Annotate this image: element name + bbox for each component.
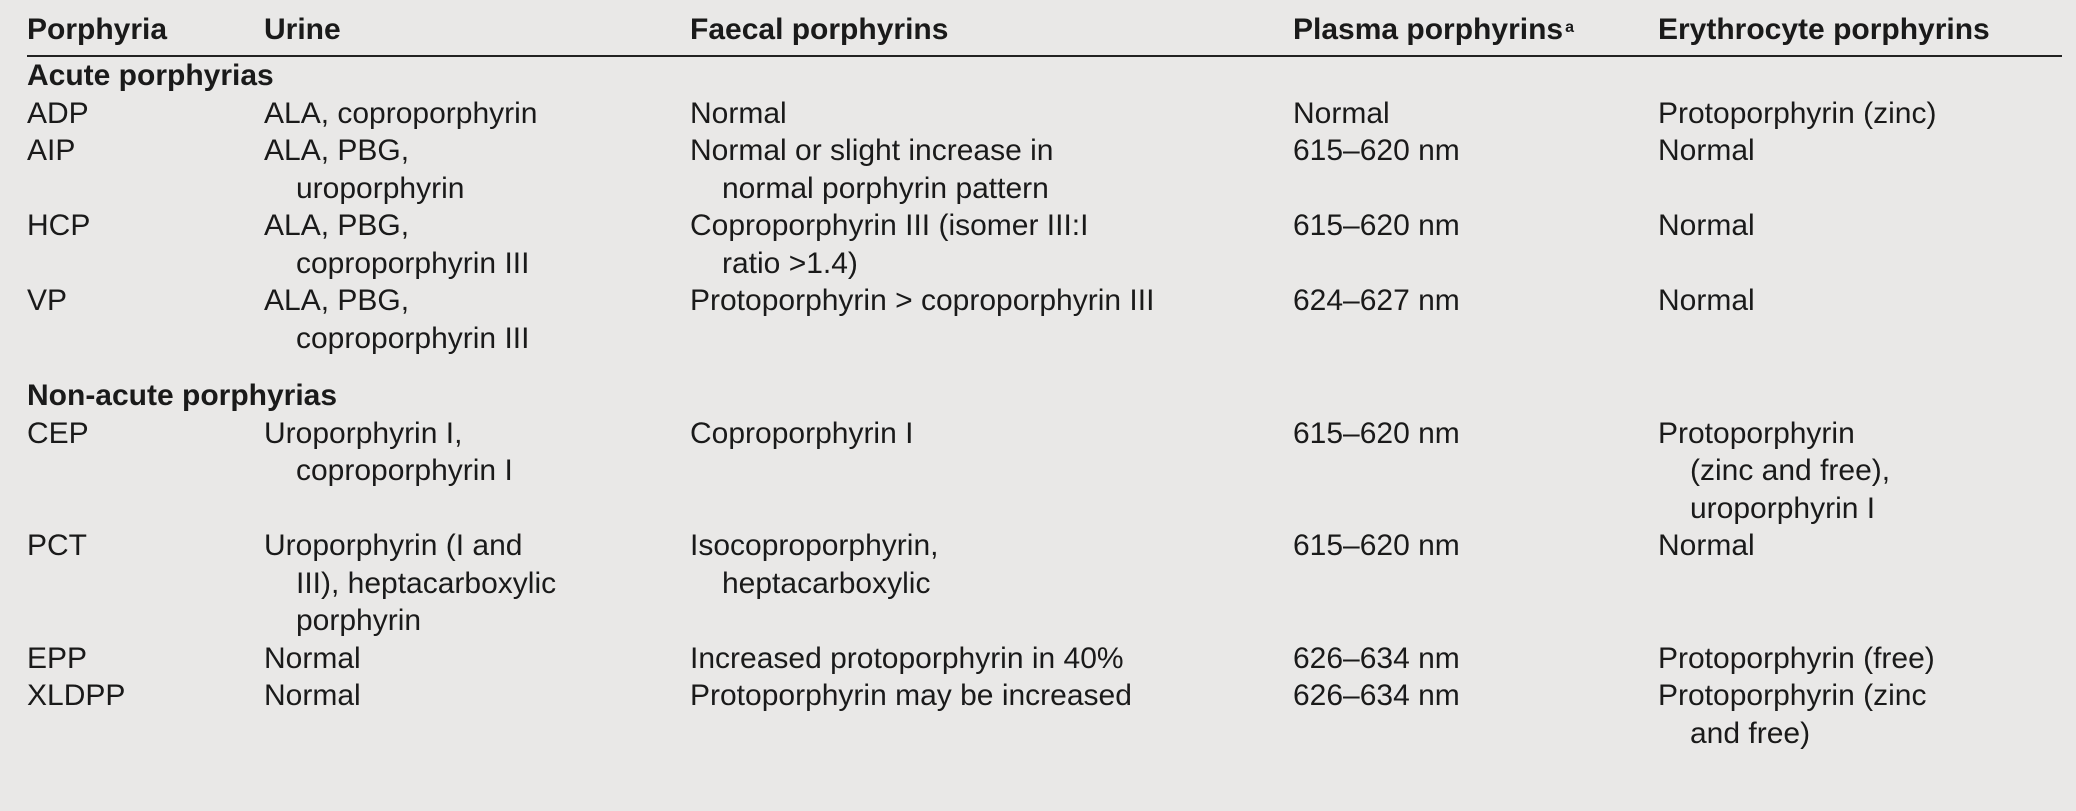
cell-faecal (690, 95, 1293, 133)
cell-urine (264, 207, 690, 282)
cell-porphyria: AIP (27, 134, 76, 167)
cell-urine (264, 640, 690, 678)
cell-urine (264, 527, 690, 640)
cell-erythrocyte (1658, 527, 2062, 640)
cell-plasma: 624–627 nm (1293, 284, 1460, 317)
porphyria-table (27, 10, 2062, 752)
cell-faecal-line: Coproporphyrin III (isomer III:I (690, 209, 1089, 242)
cell-plasma: 615–620 nm (1293, 416, 1460, 450)
cell-plasma: 615–620 nm (1293, 134, 1460, 167)
cell-faecal-line: Protoporphyrin may be increased (690, 679, 1132, 712)
cell-erythrocyte (1658, 95, 2062, 133)
table-row (27, 207, 2062, 282)
cell-urine-line: ALA, PBG, (264, 134, 410, 167)
cell-erythrocyte-line: Protoporphyrin (1658, 416, 1855, 450)
cell-porphyria: PCT (27, 529, 87, 562)
cell-erythrocyte (1658, 677, 2062, 752)
cell-faecal-line: Isocoproporphyrin, (690, 529, 939, 562)
table-body (27, 57, 2062, 752)
header-plasma (1293, 10, 1658, 55)
cell-plasma: Normal (1293, 96, 1390, 130)
cell-faecal (690, 640, 1293, 678)
cell-erythrocyte-line: Normal (1658, 134, 1755, 167)
cell-erythrocyte-line: uroporphyrin I (1690, 491, 1876, 525)
cell-urine (264, 95, 690, 133)
table-row (27, 132, 2062, 207)
cell-porphyria: CEP (27, 416, 89, 450)
cell-plasma: 615–620 nm (1293, 209, 1460, 242)
section-title: Non-acute porphyrias (27, 379, 338, 412)
cell-urine-line: Normal (264, 679, 361, 712)
cell-urine-line: III), heptacarboxylic (296, 566, 557, 600)
cell-faecal (690, 415, 1293, 528)
cell-porphyria: EPP (27, 641, 88, 675)
header-faecal: Faecal porphyrins (690, 13, 949, 46)
cell-faecal-line: normal porphyrin pattern (722, 171, 1049, 205)
cell-urine-line: uroporphyrin (296, 171, 465, 205)
table-row (27, 282, 2062, 357)
cell-plasma: 626–634 nm (1293, 641, 1460, 675)
cell-faecal-line: Protoporphyrin > coproporphyrin III (690, 284, 1155, 317)
cell-faecal (690, 132, 1293, 207)
cell-erythrocyte-line: Normal (1658, 529, 1755, 562)
cell-erythrocyte-line: and free) (1690, 716, 1811, 750)
cell-erythrocyte-line: Protoporphyrin (zinc (1658, 679, 1927, 712)
header-erythrocyte: Erythrocyte porphyrins (1658, 13, 1990, 46)
cell-urine (264, 677, 690, 752)
cell-porphyria: VP (27, 284, 68, 317)
cell-urine-line: Uroporphyrin (I and (264, 529, 523, 562)
table-row (27, 415, 2062, 528)
cell-faecal-line: Increased protoporphyrin in 40% (690, 641, 1124, 675)
section-title: Acute porphyrias (27, 59, 274, 92)
cell-porphyria: HCP (27, 209, 91, 242)
cell-urine-line: ALA, coproporphyrin (264, 96, 538, 130)
cell-porphyria: ADP (27, 96, 89, 130)
cell-faecal (690, 282, 1293, 357)
cell-urine-line: ALA, PBG, (264, 209, 410, 242)
cell-faecal (690, 677, 1293, 752)
cell-faecal-line: Normal (690, 96, 787, 130)
cell-erythrocyte-line: Normal (1658, 284, 1755, 317)
cell-faecal-line: Coproporphyrin I (690, 416, 914, 450)
cell-erythrocyte-line: Protoporphyrin (free) (1658, 641, 1935, 675)
cell-urine-line: coproporphyrin III (296, 321, 530, 355)
section-gap (27, 357, 2062, 377)
cell-erythrocyte-line: (zinc and free), (1690, 454, 1891, 487)
cell-faecal (690, 527, 1293, 640)
cell-urine-line: porphyrin (296, 604, 422, 637)
cell-erythrocyte-line: Protoporphyrin (zinc) (1658, 96, 1937, 130)
cell-urine-line: coproporphyrin I (296, 454, 513, 487)
header-plasma-footnote: a (1565, 19, 1574, 36)
cell-erythrocyte (1658, 415, 2062, 528)
table-row (27, 677, 2062, 752)
cell-erythrocyte (1658, 132, 2062, 207)
header-porphyria: Porphyria (27, 13, 168, 46)
cell-faecal (690, 207, 1293, 282)
cell-urine-line: ALA, PBG, (264, 284, 410, 317)
cell-urine (264, 132, 690, 207)
cell-urine-line: coproporphyrin III (296, 246, 530, 280)
header-urine: Urine (264, 13, 341, 46)
table-row (27, 527, 2062, 640)
header-plasma-label: Plasma porphyrins (1293, 13, 1564, 46)
table-row (27, 95, 2062, 133)
cell-erythrocyte (1658, 640, 2062, 678)
cell-plasma: 615–620 nm (1293, 529, 1460, 562)
cell-erythrocyte-line: Normal (1658, 209, 1755, 242)
cell-plasma: 626–634 nm (1293, 679, 1460, 712)
table-row (27, 640, 2062, 678)
cell-faecal-line: heptacarboxylic (722, 566, 931, 600)
cell-urine (264, 282, 690, 357)
cell-porphyria: XLDPP (27, 679, 126, 712)
cell-faecal-line: Normal or slight increase in (690, 134, 1054, 167)
cell-faecal-line: ratio >1.4) (722, 246, 858, 280)
cell-urine (264, 415, 690, 528)
table-header (27, 10, 2062, 57)
cell-erythrocyte (1658, 282, 2062, 357)
cell-urine-line: Uroporphyrin I, (264, 416, 463, 450)
cell-erythrocyte (1658, 207, 2062, 282)
cell-urine-line: Normal (264, 641, 361, 675)
